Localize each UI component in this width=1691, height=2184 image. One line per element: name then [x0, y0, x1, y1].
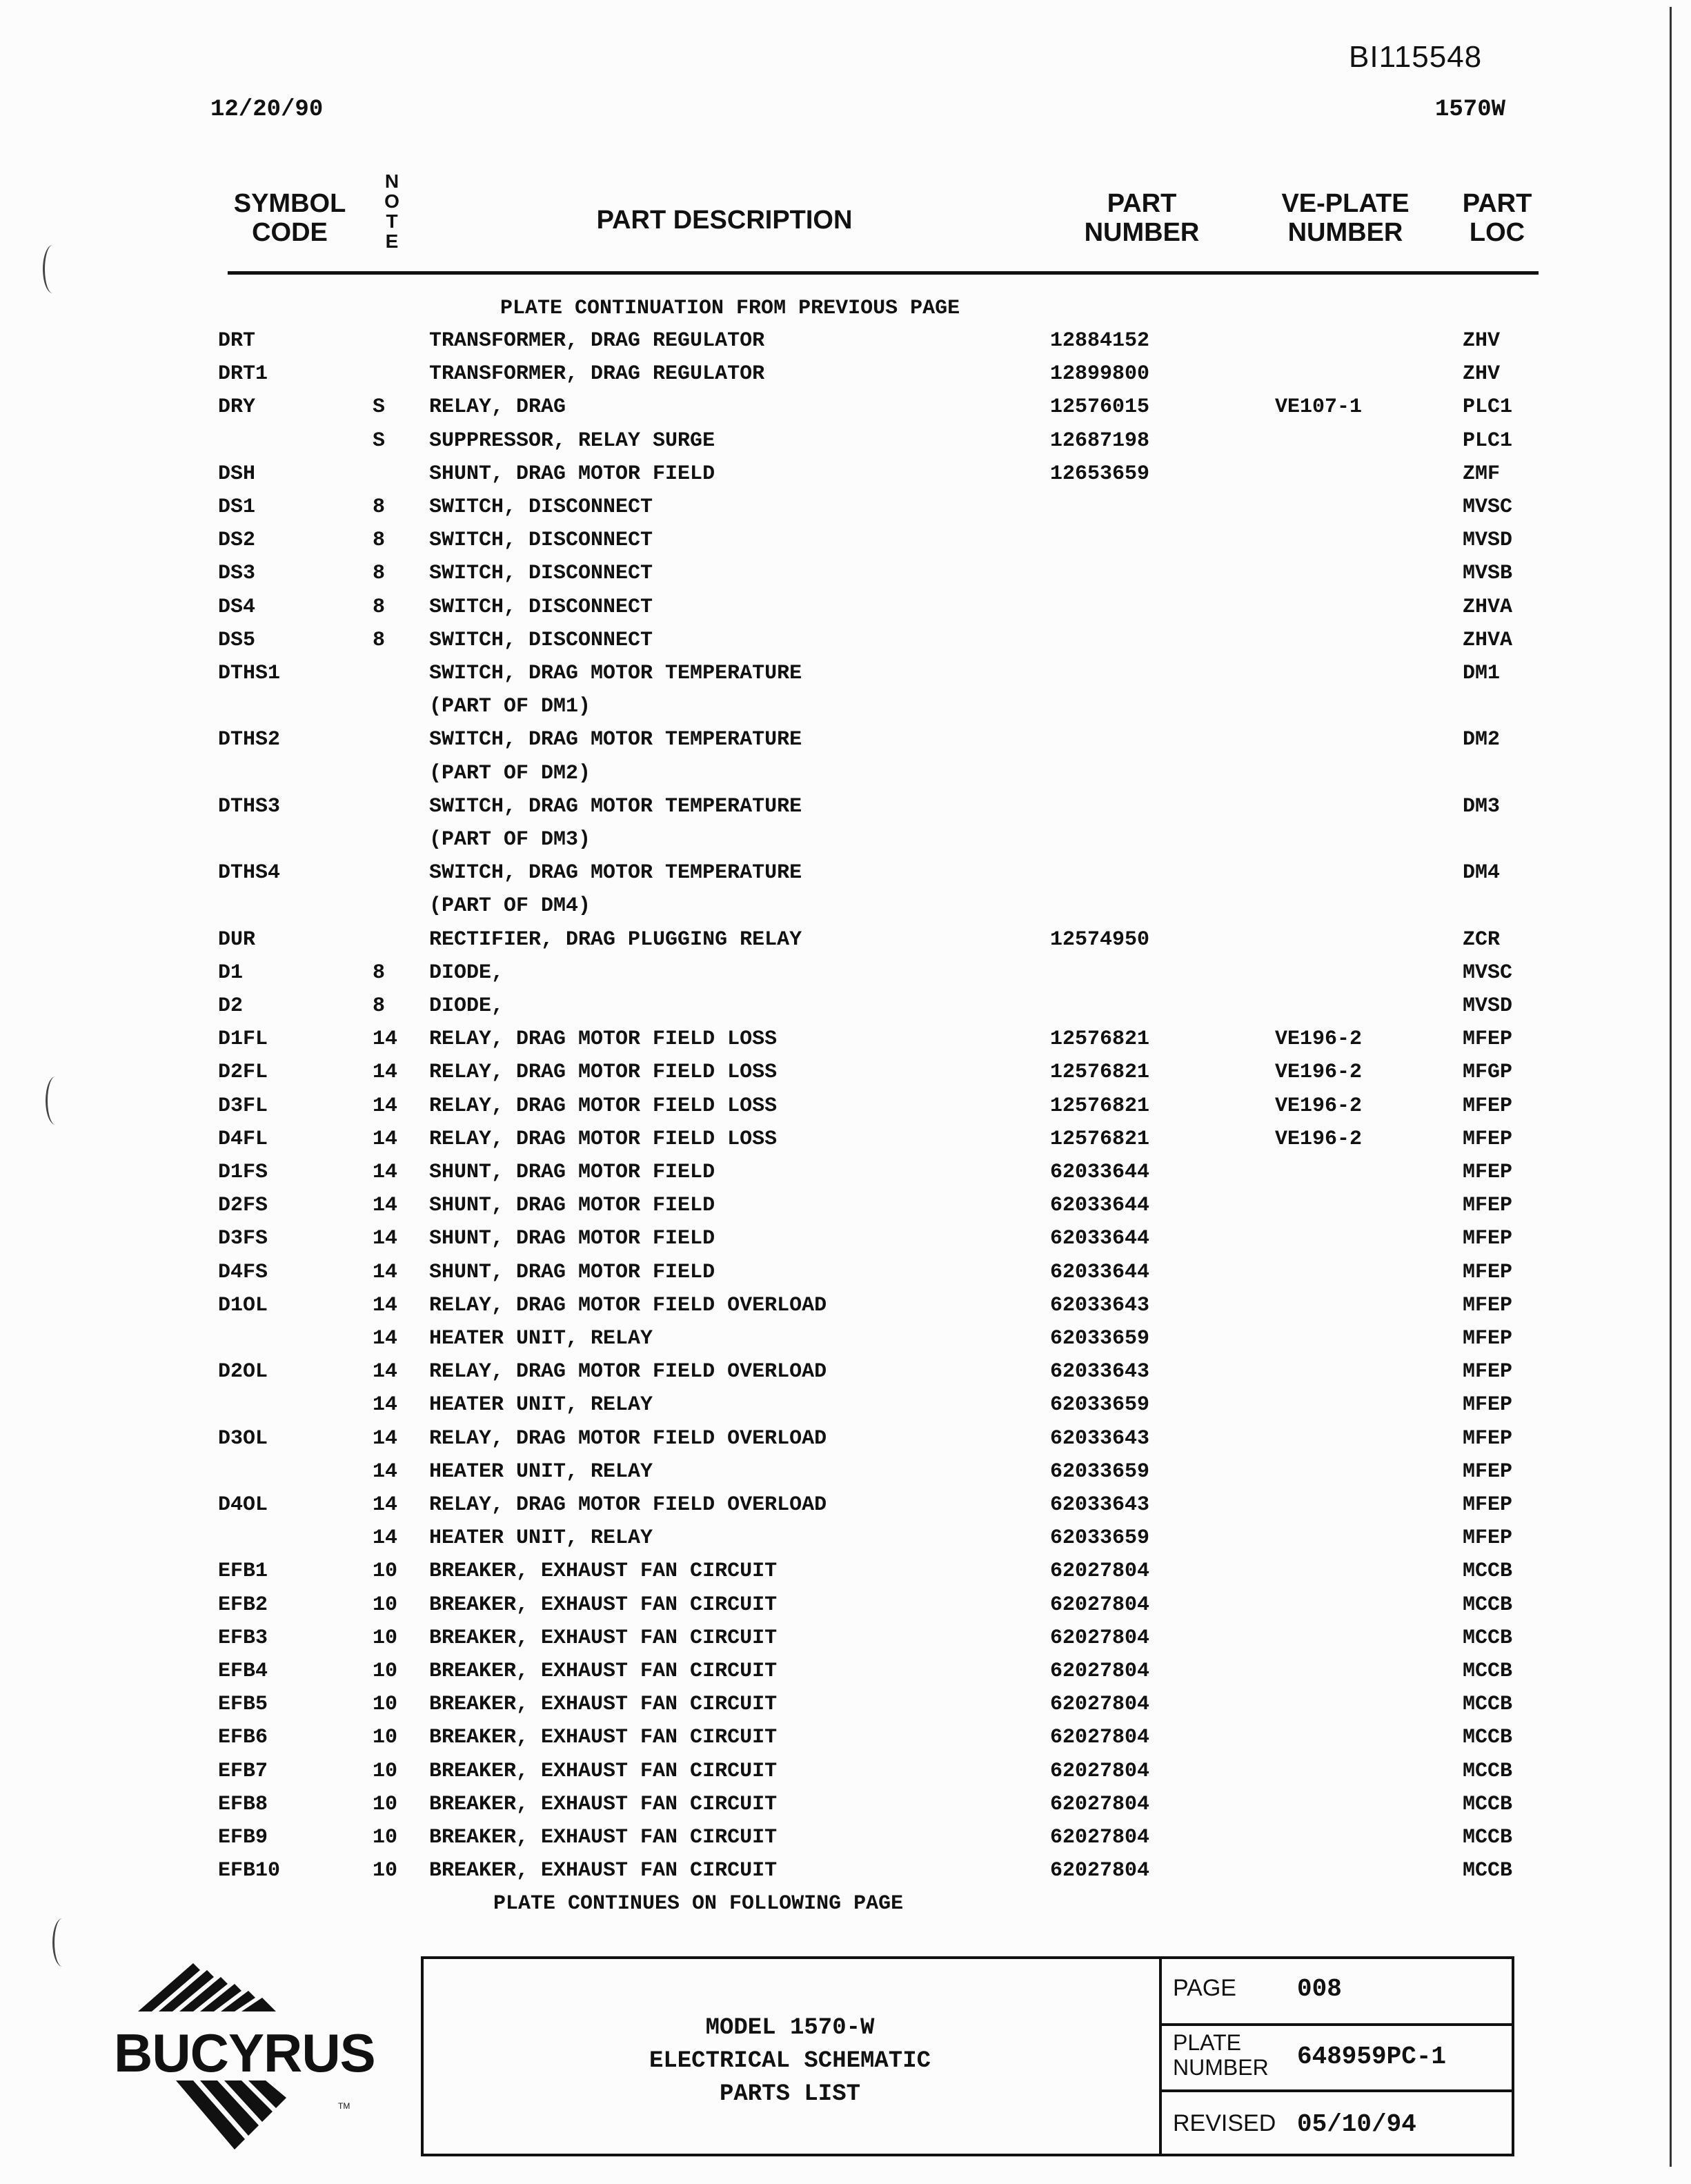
part-loc-cell: PLC1 — [1463, 395, 1513, 420]
note-cell: 10 — [373, 1560, 398, 1584]
part-number-cell: 12576821 — [1050, 1094, 1150, 1118]
part-loc-cell: ZMF — [1463, 462, 1501, 486]
ve-plate-number-cell: VE196-2 — [1275, 1094, 1363, 1118]
symbol-code-cell: D2FL — [218, 1061, 268, 1085]
page-label: PAGE — [1173, 1975, 1236, 2001]
part-loc-cell: MFEP — [1463, 1161, 1513, 1184]
part-number-cell: 62033659 — [1050, 1327, 1150, 1350]
part-loc-cell: MCCB — [1463, 1792, 1513, 1816]
note-cell: S — [373, 429, 386, 453]
note-cell: 14 — [373, 1327, 398, 1350]
part-loc-cell: MFEP — [1463, 1327, 1513, 1350]
table-row — [0, 1726, 1691, 1759]
part-number-cell: 62033644 — [1050, 1227, 1150, 1251]
part-number-cell: 62033643 — [1050, 1293, 1150, 1317]
part-loc-cell: MFEP — [1463, 1493, 1513, 1517]
table-row — [0, 395, 1691, 429]
symbol-code-cell: DS3 — [218, 562, 256, 586]
part-number-cell: 62027804 — [1050, 1593, 1150, 1617]
part-loc-cell: MFEP — [1463, 1526, 1513, 1551]
part-number-cell: 62033643 — [1050, 1360, 1150, 1384]
part-description-cell: DIODE, — [429, 961, 504, 985]
part-description-cell: RELAY, DRAG MOTOR FIELD OVERLOAD — [429, 1293, 827, 1317]
part-description-cell: SHUNT, DRAG MOTOR FIELD — [429, 1260, 715, 1284]
table-row — [0, 1493, 1691, 1526]
header-part-loc: PART LOC — [1462, 189, 1532, 247]
table-row — [0, 529, 1691, 562]
revised-date: 05/10/94 — [1297, 2110, 1416, 2138]
table-row — [0, 1760, 1691, 1793]
symbol-code-cell: D4FS — [218, 1260, 268, 1284]
part-description-cell: RELAY, DRAG MOTOR FIELD LOSS — [429, 1027, 778, 1052]
part-description-cell: HEATER UNIT, RELAY — [429, 1327, 653, 1350]
part-loc-cell: MCCB — [1463, 1693, 1513, 1717]
part-loc-cell: MCCB — [1463, 1626, 1513, 1650]
part-description-cell: SHUNT, DRAG MOTOR FIELD — [429, 1161, 715, 1184]
note-cell: 14 — [373, 1459, 398, 1484]
revised-label: REVISED — [1173, 2110, 1276, 2136]
header-symbol-code: SYMBOL CODE — [233, 189, 346, 247]
table-row — [0, 1826, 1691, 1859]
part-description-cell: SWITCH, DISCONNECT — [429, 628, 653, 652]
part-loc-cell: MVSD — [1463, 994, 1513, 1018]
plate-continuation-note: PLATE CONTINUATION FROM PREVIOUS PAGE — [500, 297, 960, 320]
part-number-cell: 12653659 — [1050, 462, 1150, 486]
symbol-code-cell: D2OL — [218, 1360, 268, 1384]
table-row — [0, 828, 1691, 861]
part-description-cell: BREAKER, EXHAUST FAN CIRCUIT — [429, 1626, 778, 1650]
part-description-cell: BREAKER, EXHAUST FAN CIRCUIT — [429, 1593, 778, 1617]
note-cell: 10 — [373, 1826, 398, 1849]
part-number-cell: 62033644 — [1050, 1260, 1150, 1284]
symbol-code-cell: EFB2 — [218, 1593, 268, 1617]
symbol-code-cell: D3OL — [218, 1426, 268, 1450]
drawing-title-line: MODEL 1570-W — [705, 2015, 875, 2041]
part-loc-cell: MCCB — [1463, 1593, 1513, 1617]
part-description-cell: (PART OF DM2) — [429, 761, 591, 785]
note-cell: 14 — [373, 1360, 398, 1384]
header-part-description: PART DESCRIPTION — [596, 206, 853, 235]
note-cell: 10 — [373, 1792, 398, 1816]
symbol-code-cell: EFB10 — [218, 1859, 281, 1883]
part-description-cell: RELAY, DRAG MOTOR FIELD LOSS — [429, 1094, 778, 1118]
part-loc-cell: MVSD — [1463, 529, 1513, 553]
note-cell: 10 — [373, 1660, 398, 1683]
part-number-cell: 12687198 — [1050, 429, 1150, 453]
part-loc-cell: MFEP — [1463, 1194, 1513, 1218]
table-row — [0, 894, 1691, 927]
symbol-code-cell: DTHS3 — [218, 794, 281, 818]
symbol-code-cell: D3FS — [218, 1227, 268, 1251]
part-number-cell: 62027804 — [1050, 1560, 1150, 1584]
table-row — [0, 1393, 1691, 1426]
symbol-code-cell: D1 — [218, 961, 244, 985]
part-description-cell: TRANSFORMER, DRAG REGULATOR — [429, 329, 765, 353]
note-cell: 14 — [373, 1094, 398, 1118]
table-row — [0, 1526, 1691, 1560]
table-row — [0, 728, 1691, 761]
part-loc-cell: MFEP — [1463, 1293, 1513, 1317]
part-loc-cell: DM4 — [1463, 861, 1501, 885]
part-loc-cell: MCCB — [1463, 1826, 1513, 1849]
part-loc-cell: MCCB — [1463, 1759, 1513, 1783]
part-loc-cell: DM2 — [1463, 728, 1501, 752]
page-number: 008 — [1297, 1975, 1342, 2003]
symbol-code-cell: DS1 — [218, 495, 256, 519]
plate-number-label: PLATE NUMBER — [1173, 2030, 1269, 2080]
symbol-code-cell: EFB8 — [218, 1792, 268, 1816]
symbol-code-cell: DRT — [218, 329, 256, 353]
part-description-cell: TRANSFORMER, DRAG REGULATOR — [429, 362, 765, 386]
table-row — [0, 495, 1691, 529]
symbol-code-cell: DS4 — [218, 595, 256, 619]
ve-plate-number-cell: VE196-2 — [1275, 1061, 1363, 1085]
title-block-divider — [1159, 2023, 1514, 2026]
ve-plate-number-cell: VE196-2 — [1275, 1027, 1363, 1052]
symbol-code-cell: D4FL — [218, 1127, 268, 1151]
note-cell: 14 — [373, 1061, 398, 1085]
table-row — [0, 1460, 1691, 1493]
note-cell: 8 — [373, 628, 386, 652]
binder-hole-mark — [52, 1918, 72, 1967]
plate-continues-note: PLATE CONTINUES ON FOLLOWING PAGE — [493, 1892, 904, 1916]
note-cell: 8 — [373, 961, 386, 985]
part-number-cell: 62033659 — [1050, 1526, 1150, 1551]
part-loc-cell: DM1 — [1463, 662, 1501, 685]
part-description-cell: SHUNT, DRAG MOTOR FIELD — [429, 1227, 715, 1251]
part-number-cell: 62033643 — [1050, 1426, 1150, 1450]
bucyrus-wordmark: BUCYRUS — [114, 2023, 375, 2083]
note-cell: 14 — [373, 1293, 398, 1317]
part-loc-cell: MVSC — [1463, 495, 1513, 519]
part-number-cell: 12574950 — [1050, 927, 1150, 952]
note-cell: 14 — [373, 1127, 398, 1151]
table-row — [0, 596, 1691, 629]
part-description-cell: RELAY, DRAG MOTOR FIELD LOSS — [429, 1127, 778, 1151]
drawing-title-line: PARTS LIST — [719, 2081, 861, 2107]
part-loc-cell: ZHV — [1463, 362, 1501, 386]
part-description-cell: RECTIFIER, DRAG PLUGGING RELAY — [429, 927, 802, 952]
part-loc-cell: MFEP — [1463, 1260, 1513, 1284]
part-number-cell: 62033644 — [1050, 1161, 1150, 1184]
part-loc-cell: MCCB — [1463, 1726, 1513, 1750]
model-code: 1570W — [1435, 97, 1506, 123]
part-number-cell: 62033659 — [1050, 1393, 1150, 1417]
part-description-cell: RELAY, DRAG — [429, 395, 566, 420]
note-cell: 8 — [373, 529, 386, 553]
note-cell: 14 — [373, 1227, 398, 1251]
part-number-cell: 62027804 — [1050, 1726, 1150, 1750]
note-cell: 10 — [373, 1626, 398, 1650]
note-cell: 8 — [373, 595, 386, 619]
header-note: N O T E — [384, 170, 399, 252]
part-description-cell: HEATER UNIT, RELAY — [429, 1526, 653, 1551]
symbol-code-cell: DS2 — [218, 529, 256, 553]
part-loc-cell: MFEP — [1463, 1393, 1513, 1417]
symbol-code-cell: EFB4 — [218, 1660, 268, 1683]
symbol-code-cell: EFB3 — [218, 1626, 268, 1650]
part-description-cell: RELAY, DRAG MOTOR FIELD OVERLOAD — [429, 1360, 827, 1384]
part-loc-cell: MVSB — [1463, 562, 1513, 586]
table-row — [0, 1593, 1691, 1626]
part-description-cell: BREAKER, EXHAUST FAN CIRCUIT — [429, 1826, 778, 1849]
note-cell: 10 — [373, 1726, 398, 1750]
part-description-cell: BREAKER, EXHAUST FAN CIRCUIT — [429, 1859, 778, 1883]
symbol-code-cell: D1OL — [218, 1293, 268, 1317]
part-number-cell: 62027804 — [1050, 1626, 1150, 1650]
part-loc-cell: MFEP — [1463, 1459, 1513, 1484]
document-id: BI115548 — [1349, 40, 1483, 74]
part-loc-cell: MCCB — [1463, 1560, 1513, 1584]
title-block-divider — [1159, 2089, 1514, 2092]
part-number-cell: 62027804 — [1050, 1693, 1150, 1717]
note-cell: 14 — [373, 1260, 398, 1284]
table-row — [0, 695, 1691, 728]
note-cell: 14 — [373, 1393, 398, 1417]
table-row — [0, 1227, 1691, 1260]
note-cell: 10 — [373, 1693, 398, 1717]
table-row — [0, 795, 1691, 828]
table-row — [0, 562, 1691, 595]
symbol-code-cell: DUR — [218, 927, 256, 952]
symbol-code-cell: D2 — [218, 994, 244, 1018]
table-row — [0, 1560, 1691, 1593]
note-cell: 14 — [373, 1027, 398, 1052]
symbol-code-cell: DRT1 — [218, 362, 268, 386]
part-description-cell: SUPPRESSOR, RELAY SURGE — [429, 429, 715, 453]
symbol-code-cell: EFB5 — [218, 1693, 268, 1717]
part-description-cell: SWITCH, DRAG MOTOR TEMPERATURE — [429, 728, 802, 752]
table-row — [0, 662, 1691, 695]
binder-hole-mark — [43, 245, 63, 293]
part-number-cell: 62027804 — [1050, 1859, 1150, 1883]
table-row — [0, 861, 1691, 894]
part-description-cell: RELAY, DRAG MOTOR FIELD LOSS — [429, 1061, 778, 1085]
symbol-code-cell: EFB1 — [218, 1560, 268, 1584]
note-cell: 8 — [373, 994, 386, 1018]
table-row — [0, 1061, 1691, 1094]
part-description-cell: SWITCH, DRAG MOTOR TEMPERATURE — [429, 662, 802, 685]
part-loc-cell: ZHVA — [1463, 628, 1513, 652]
part-description-cell: SWITCH, DRAG MOTOR TEMPERATURE — [429, 794, 802, 818]
part-loc-cell: MFEP — [1463, 1127, 1513, 1151]
note-cell: 10 — [373, 1593, 398, 1617]
part-description-cell: (PART OF DM3) — [429, 828, 591, 852]
part-number-cell: 62033644 — [1050, 1194, 1150, 1218]
symbol-code-cell: D1FL — [218, 1027, 268, 1052]
table-row — [0, 1626, 1691, 1660]
table-row — [0, 762, 1691, 795]
part-number-cell: 62027804 — [1050, 1792, 1150, 1816]
part-description-cell: SWITCH, DRAG MOTOR TEMPERATURE — [429, 861, 802, 885]
note-cell: 14 — [373, 1194, 398, 1218]
symbol-code-cell: EFB7 — [218, 1759, 268, 1783]
ve-plate-number-cell: VE196-2 — [1275, 1127, 1363, 1151]
part-loc-cell: ZCR — [1463, 927, 1501, 952]
drawing-title — [421, 2011, 1159, 2111]
note-cell: 14 — [373, 1161, 398, 1184]
note-cell: 8 — [373, 495, 386, 519]
table-row — [0, 1693, 1691, 1726]
document-date: 12/20/90 — [210, 97, 324, 123]
part-description-cell: SWITCH, DISCONNECT — [429, 562, 653, 586]
part-description-cell: SWITCH, DISCONNECT — [429, 595, 653, 619]
part-number-cell: 12576821 — [1050, 1127, 1150, 1151]
symbol-code-cell: D4OL — [218, 1493, 268, 1517]
part-loc-cell: MFEP — [1463, 1426, 1513, 1450]
part-number-cell: 12576015 — [1050, 395, 1150, 420]
part-description-cell: BREAKER, EXHAUST FAN CIRCUIT — [429, 1660, 778, 1683]
part-description-cell: BREAKER, EXHAUST FAN CIRCUIT — [429, 1726, 778, 1750]
header-part-number: PART NUMBER — [1084, 189, 1200, 247]
part-description-cell: SHUNT, DRAG MOTOR FIELD — [429, 1194, 715, 1218]
part-number-cell: 12576821 — [1050, 1061, 1150, 1085]
part-number-cell: 12576821 — [1050, 1027, 1150, 1052]
table-row — [0, 1294, 1691, 1327]
part-loc-cell: PLC1 — [1463, 429, 1513, 453]
table-row — [0, 1327, 1691, 1360]
note-cell: 8 — [373, 562, 386, 586]
table-row — [0, 928, 1691, 961]
part-loc-cell: DM3 — [1463, 794, 1501, 818]
table-row — [0, 1360, 1691, 1393]
table-row — [0, 1094, 1691, 1128]
part-number-cell: 12884152 — [1050, 329, 1150, 353]
table-row — [0, 329, 1691, 362]
table-row — [0, 629, 1691, 662]
part-loc-cell: MFEP — [1463, 1360, 1513, 1384]
symbol-code-cell: DTHS2 — [218, 728, 281, 752]
table-row — [0, 1194, 1691, 1227]
drawing-title-line: ELECTRICAL SCHEMATIC — [649, 2048, 931, 2074]
part-description-cell: HEATER UNIT, RELAY — [429, 1459, 653, 1484]
part-description-cell: SWITCH, DISCONNECT — [429, 529, 653, 553]
part-description-cell: SHUNT, DRAG MOTOR FIELD — [429, 462, 715, 486]
part-description-cell: RELAY, DRAG MOTOR FIELD OVERLOAD — [429, 1426, 827, 1450]
part-loc-cell: MCCB — [1463, 1859, 1513, 1883]
part-description-cell: (PART OF DM1) — [429, 695, 591, 719]
trademark-mark: TM — [338, 2101, 350, 2111]
part-description-cell: BREAKER, EXHAUST FAN CIRCUIT — [429, 1693, 778, 1717]
part-loc-cell: MFEP — [1463, 1027, 1513, 1052]
part-description-cell: BREAKER, EXHAUST FAN CIRCUIT — [429, 1792, 778, 1816]
part-number-cell: 12899800 — [1050, 362, 1150, 386]
table-row — [0, 1427, 1691, 1460]
part-description-cell: HEATER UNIT, RELAY — [429, 1393, 653, 1417]
part-number-cell: 62027804 — [1050, 1660, 1150, 1683]
header-ve-plate-number: VE-PLATE NUMBER — [1281, 189, 1410, 247]
table-row — [0, 1261, 1691, 1294]
table-row — [0, 1859, 1691, 1892]
part-number-cell: 62033643 — [1050, 1493, 1150, 1517]
part-description-cell: BREAKER, EXHAUST FAN CIRCUIT — [429, 1560, 778, 1584]
symbol-code-cell: DSH — [218, 462, 256, 486]
header-rule — [228, 271, 1539, 275]
part-number-cell: 62033659 — [1050, 1459, 1150, 1484]
table-row — [0, 994, 1691, 1027]
part-loc-cell: MCCB — [1463, 1660, 1513, 1683]
part-description-cell: RELAY, DRAG MOTOR FIELD OVERLOAD — [429, 1493, 827, 1517]
part-loc-cell: ZHV — [1463, 329, 1501, 353]
note-cell: 14 — [373, 1493, 398, 1517]
part-description-cell: (PART OF DM4) — [429, 894, 591, 918]
plate-number: 648959PC-1 — [1297, 2043, 1447, 2071]
note-cell: S — [373, 395, 386, 420]
part-loc-cell: MFGP — [1463, 1061, 1513, 1085]
symbol-code-cell: DRY — [218, 395, 256, 420]
note-cell: 14 — [373, 1526, 398, 1551]
symbol-code-cell: EFB6 — [218, 1726, 268, 1750]
symbol-code-cell: DS5 — [218, 628, 256, 652]
table-row — [0, 429, 1691, 462]
symbol-code-cell: D1FS — [218, 1161, 268, 1184]
symbol-code-cell: D2FS — [218, 1194, 268, 1218]
part-loc-cell: ZHVA — [1463, 595, 1513, 619]
table-row — [0, 1027, 1691, 1061]
symbol-code-cell: D3FL — [218, 1094, 268, 1118]
part-number-cell: 62027804 — [1050, 1759, 1150, 1783]
part-loc-cell: MFEP — [1463, 1227, 1513, 1251]
note-cell: 10 — [373, 1759, 398, 1783]
symbol-code-cell: DTHS4 — [218, 861, 281, 885]
table-row — [0, 1161, 1691, 1194]
part-description-cell: BREAKER, EXHAUST FAN CIRCUIT — [429, 1759, 778, 1783]
symbol-code-cell: EFB9 — [218, 1826, 268, 1849]
symbol-code-cell: DTHS1 — [218, 662, 281, 685]
part-loc-cell: MFEP — [1463, 1094, 1513, 1118]
table-row — [0, 961, 1691, 994]
part-number-cell: 62027804 — [1050, 1826, 1150, 1849]
table-row — [0, 1128, 1691, 1161]
note-cell: 10 — [373, 1859, 398, 1883]
table-row — [0, 462, 1691, 495]
part-loc-cell: MVSC — [1463, 961, 1513, 985]
note-cell: 14 — [373, 1426, 398, 1450]
part-description-cell: DIODE, — [429, 994, 504, 1018]
table-row — [0, 1793, 1691, 1826]
ve-plate-number-cell: VE107-1 — [1275, 395, 1363, 420]
table-row — [0, 362, 1691, 395]
table-row — [0, 1660, 1691, 1693]
part-description-cell: SWITCH, DISCONNECT — [429, 495, 653, 519]
